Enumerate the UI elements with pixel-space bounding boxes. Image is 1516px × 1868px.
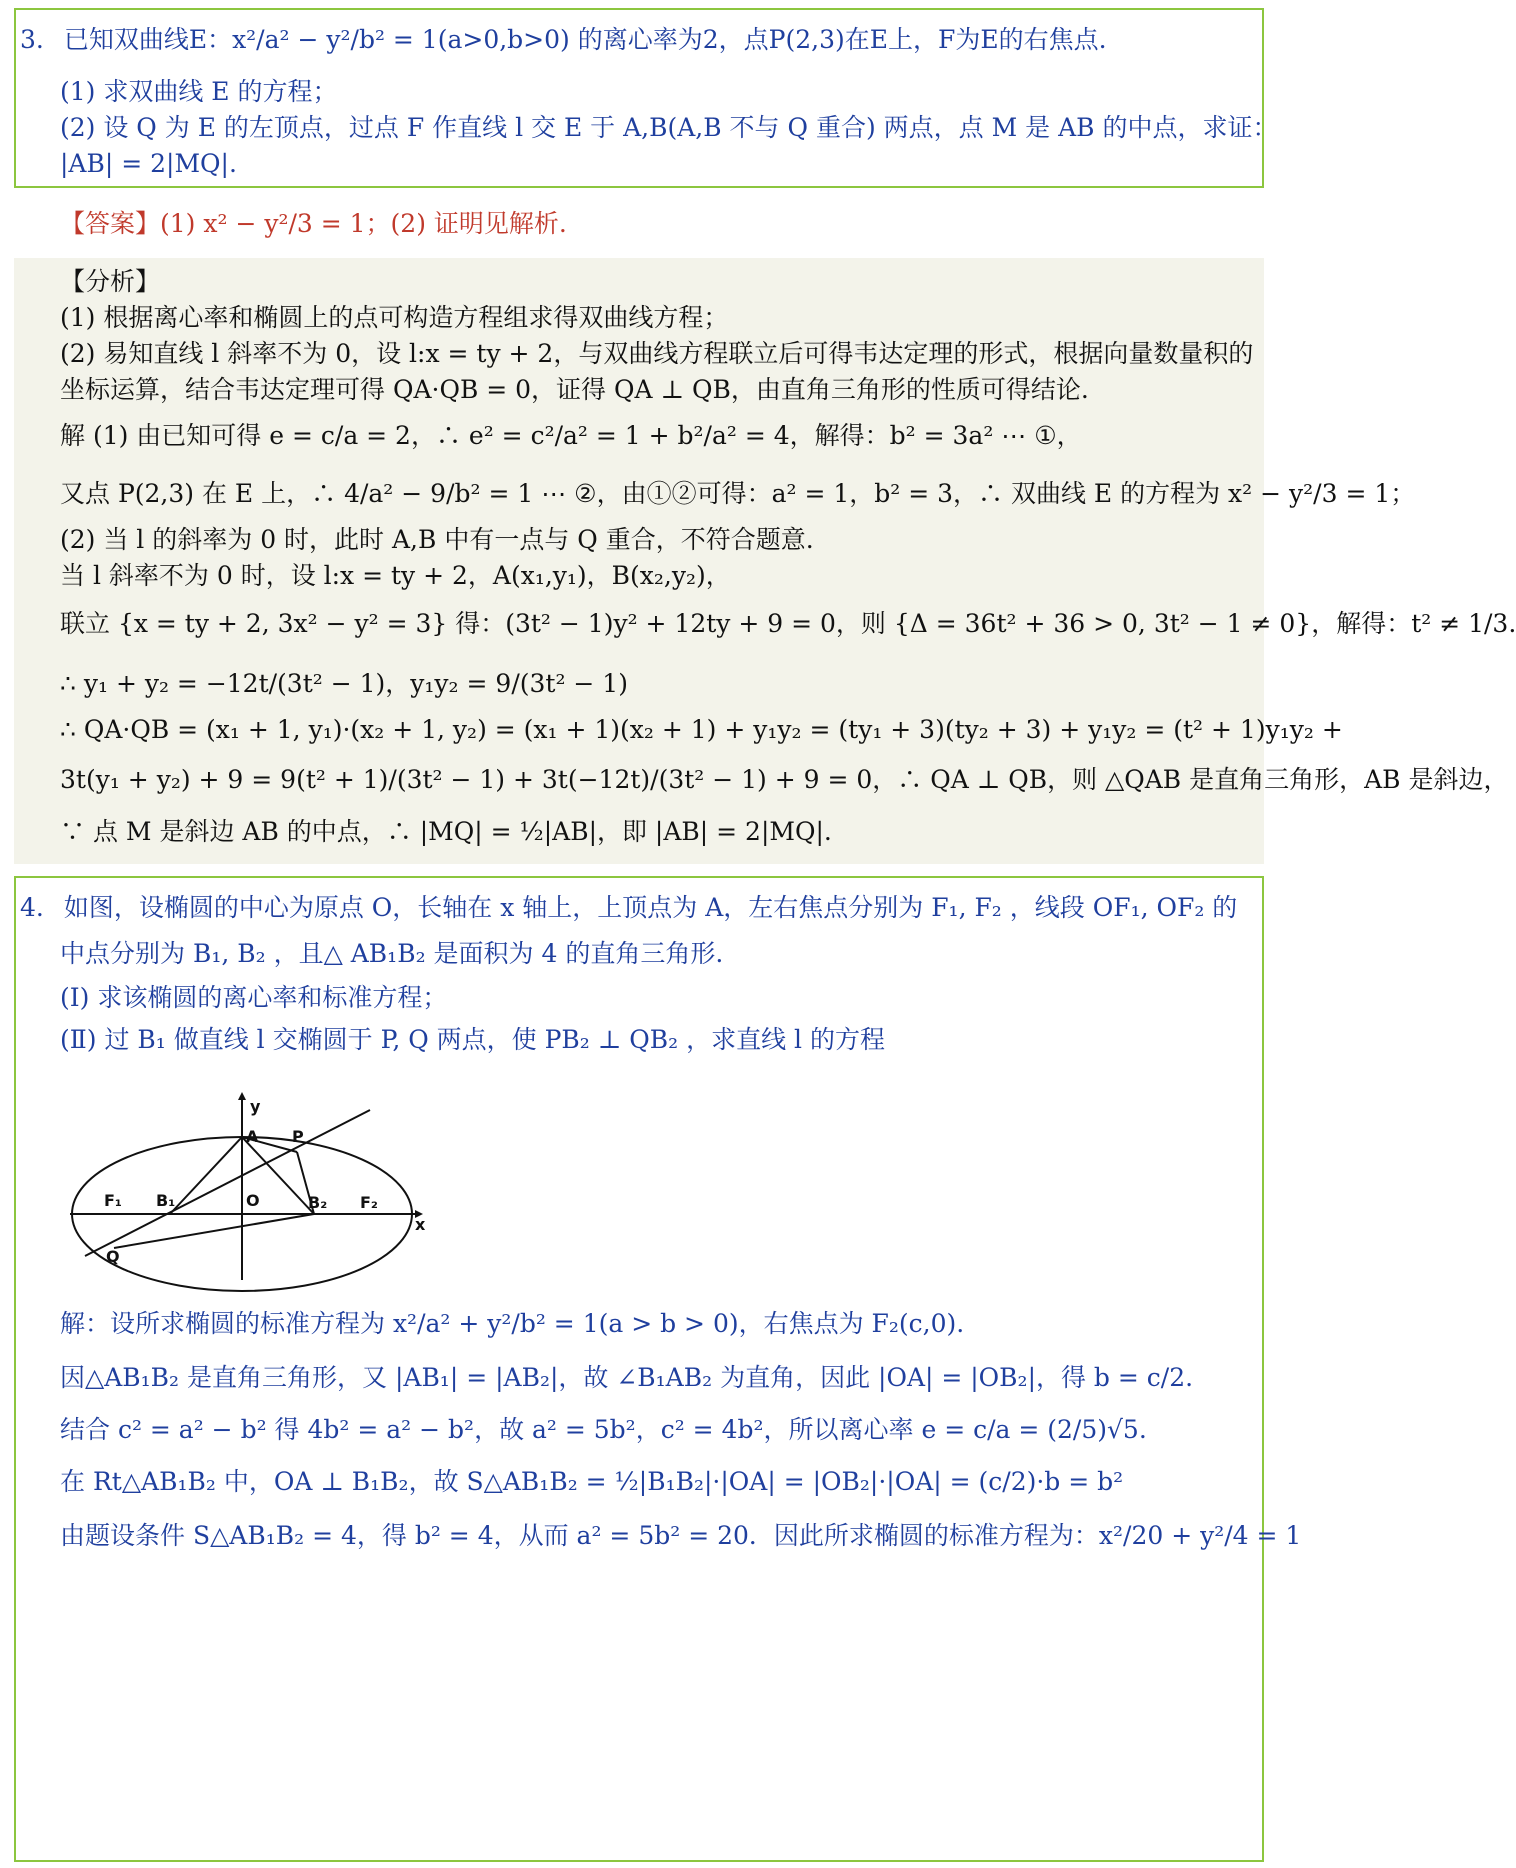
q3-solution-line: ∵ 点 M 是斜边 AB 的中点，∴ |MQ| = ½|AB|，即 |AB| = 2|MQ|. bbox=[60, 817, 832, 846]
q3-solution-line: 联立 {x = ty + 2, 3x² − y² = 3} 得：(3t² − 1)y² + 12ty + 9 = 0，则 {Δ = 36t² + 36 > 0, 3t² − 1 ≠ 0}，解得：t² ≠ 1/3. bbox=[60, 609, 1516, 638]
q4-solution-line: 由题设条件 S△AB₁B₂ = 4，得 b² = 4，从而 a² = 5b² = 20．因此所求椭圆的标准方程为：x²/20 + y²/4 = 1 bbox=[60, 1521, 1302, 1550]
q3-part2a: (2) 设 Q 为 E 的左顶点，过点 F 作直线 l 交 E 于 A,B(A,B 不与 Q 重合) 两点，点 M 是 AB 的中点，求证： bbox=[60, 113, 1278, 142]
q3-solution-line: 解 (1) 由已知可得 e = c/a = 2，∴ e² = c²/a² = 1 + b²/a² = 4，解得：b² = 3a² ⋯ ①， bbox=[60, 421, 1082, 450]
q3-solution-line: 当 l 斜率不为 0 时，设 l:x = ty + 2，A(x₁,y₁)，B(x₂,y₂)， bbox=[60, 561, 731, 590]
label-p: P bbox=[292, 1127, 304, 1146]
q4-solution-line: 结合 c² = a² − b² 得 4b² = a² − b²，故 a² = 5b²，c² = 4b²，所以离心率 e = c/a = (2/5)√5. bbox=[60, 1415, 1147, 1444]
q4-solution-line: 因△AB₁B₂ 是直角三角形，又 |AB₁| = |AB₂|，故 ∠B₁AB₂ 为直角，因此 |OA| = |OB₂|，得 b = c/2. bbox=[60, 1363, 1194, 1392]
q3-solution-line: 3t(y₁ + y₂) + 9 = 9(t² + 1)/(3t² − 1) + 3t(−12t)/(3t² − 1) + 9 = 0，∴ QA ⊥ QB，则 △QAB 是直角三角形，AB 是斜边， bbox=[60, 765, 1509, 794]
label-b1: B₁ bbox=[156, 1191, 176, 1210]
q4-part2: (Ⅱ) 过 B₁ 做直线 l 交椭圆于 P, Q 两点，使 PB₂ ⊥ QB₂ ，求直线 l 的方程 bbox=[60, 1025, 885, 1054]
q3-solution-line: ∴ QA·QB = (x₁ + 1, y₁)·(x₂ + 1, y₂) = (x₁ + 1)(x₂ + 1) + y₁y₂ = (ty₁ + 3)(ty₂ + 3) + y₁y₂ = (t² + 1)y₁y₂ + bbox=[60, 715, 1343, 744]
q4-stem-text: 如图，设椭圆的中心为原点 O，长轴在 x 轴上，上顶点为 A，左右焦点分别为 F₁, F₂ ，线段 OF₁, OF₂ 的 bbox=[63, 893, 1238, 922]
label-o: O bbox=[246, 1191, 260, 1210]
q3-solution-line: ∴ y₁ + y₂ = −12t/(3t² − 1)，y₁y₂ = 9/(3t² − 1) bbox=[60, 669, 628, 698]
q4-stem bbox=[20, 890, 1237, 926]
q3-answer bbox=[60, 206, 567, 242]
q4-part1: (Ⅰ) 求该椭圆的离心率和标准方程； bbox=[60, 983, 448, 1012]
q4-solution-line: 在 Rt△AB₁B₂ 中，OA ⊥ B₁B₂，故 S△AB₁B₂ = ½|B₁B₂|·|OA| = |OB₂|·|OA| = (c/2)·b = b² bbox=[60, 1467, 1124, 1496]
q3-analysis-label: 【分析】 bbox=[60, 267, 161, 296]
label-b2: B₂ bbox=[308, 1193, 328, 1212]
q3-part2b: |AB| = 2|MQ|. bbox=[60, 149, 237, 178]
q3-stem-text: 已知双曲线E：x²/a² − y²/b² = 1(a>0,b>0) 的离心率为2，点P(2,3)在E上，F为E的右焦点. bbox=[63, 25, 1107, 54]
q3-part1: (1) 求双曲线 E 的方程； bbox=[60, 77, 338, 106]
q3-number: 3. bbox=[20, 25, 44, 54]
label-f1: F₁ bbox=[104, 1191, 122, 1210]
q3-solution-line: (2) 当 l 的斜率为 0 时，此时 A,B 中有一点与 Q 重合，不符合题意. bbox=[60, 525, 814, 554]
label-a: A bbox=[246, 1127, 259, 1146]
y-axis-arrow bbox=[238, 1092, 246, 1100]
ellipse-figure bbox=[70, 1090, 450, 1280]
q3-analysis-line: (2) 易知直线 l 斜率不为 0，设 l:x = ty + 2，与双曲线方程联立后可得韦达定理的形式，根据向量数量积的 bbox=[60, 339, 1254, 368]
q3-answer-label: 【答案】 bbox=[60, 209, 161, 238]
label-y: y bbox=[250, 1097, 261, 1116]
segment-q-b2 bbox=[114, 1214, 314, 1248]
q3-analysis-line: 坐标运算，结合韦达定理可得 QA·QB = 0，证得 QA ⊥ QB，由直角三角形的性质可得结论. bbox=[60, 375, 1089, 404]
q4-stem-line2: 中点分别为 B₁, B₂ ，且△ AB₁B₂ 是面积为 4 的直角三角形. bbox=[60, 939, 724, 968]
line-l bbox=[85, 1110, 370, 1256]
q4-number: 4. bbox=[20, 893, 44, 922]
q3-solution-line: 又点 P(2,3) 在 E 上，∴ 4/a² − 9/b² = 1 ⋯ ②，由①②可得：a² = 1，b² = 3，∴ 双曲线 E 的方程为 x² − y²/3 = 1； bbox=[60, 479, 1416, 508]
q3-stem bbox=[20, 22, 1107, 58]
q3-answer-text: (1) x² − y²/3 = 1；(2) 证明见解析. bbox=[160, 209, 567, 238]
label-x: x bbox=[415, 1215, 426, 1234]
q3-analysis-line: (1) 根据离心率和椭圆上的点可构造方程组求得双曲线方程； bbox=[60, 303, 729, 332]
label-f2: F₂ bbox=[360, 1193, 378, 1212]
segment-a-b1 bbox=[170, 1137, 242, 1214]
q4-solution-line: 解：设所求椭圆的标准方程为 x²/a² + y²/b² = 1(a > b > 0)，右焦点为 F₂(c,0). bbox=[60, 1309, 965, 1338]
label-q: Q bbox=[106, 1247, 120, 1266]
